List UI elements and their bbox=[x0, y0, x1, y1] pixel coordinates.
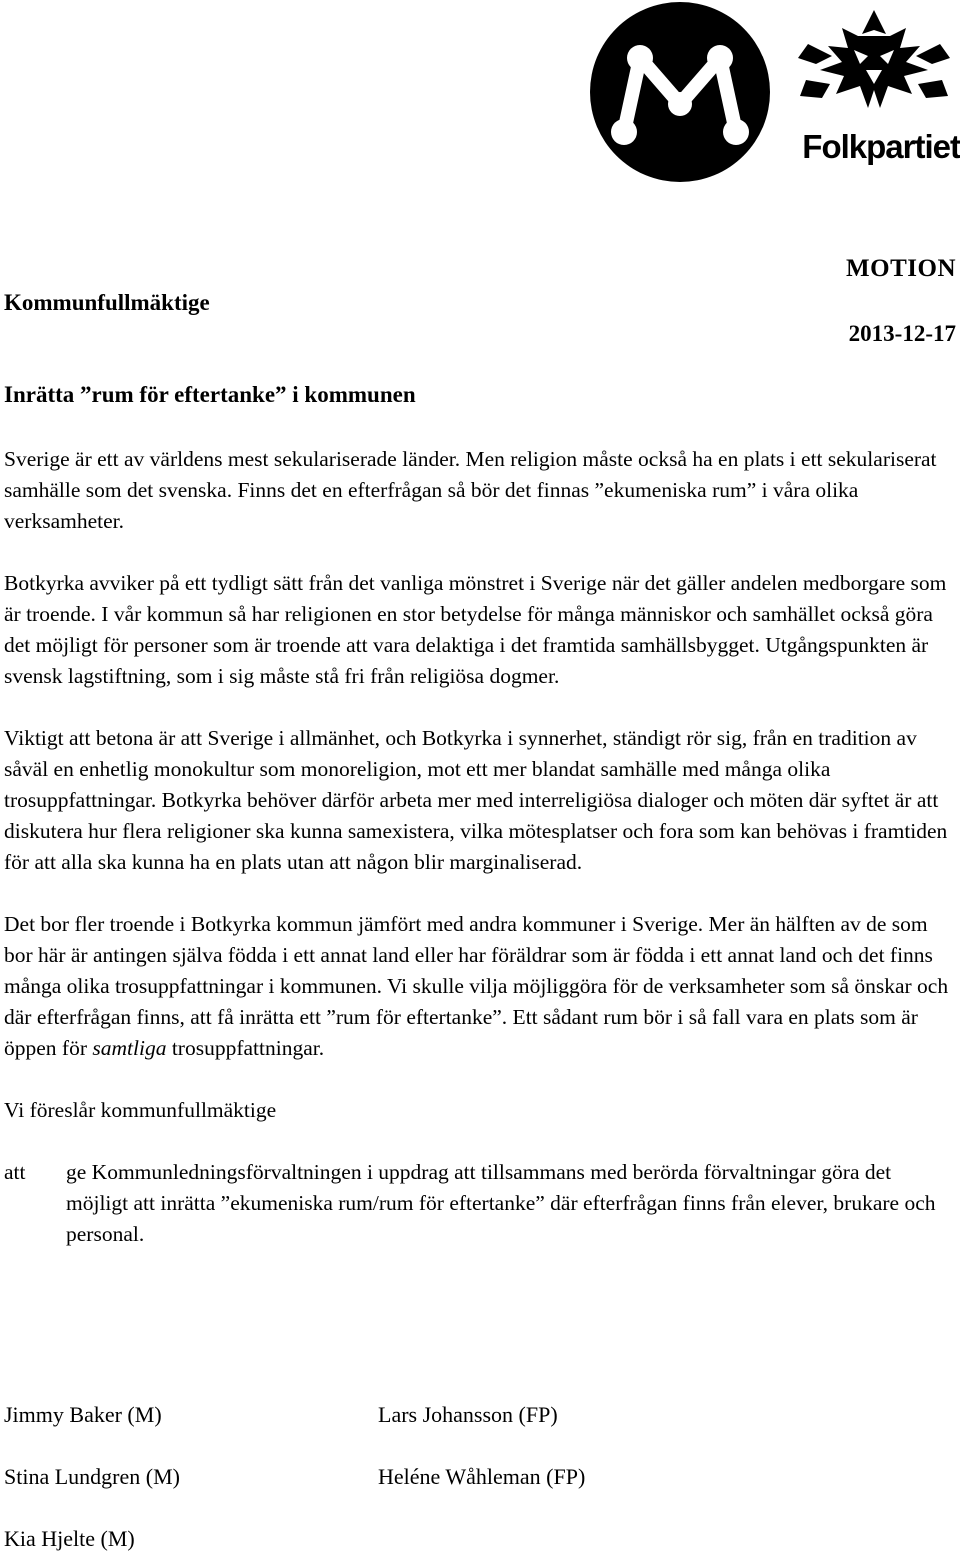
moderaterna-logo bbox=[584, 0, 776, 184]
paragraph-4-emphasis: samtliga bbox=[92, 1036, 167, 1060]
proposal-label: att bbox=[4, 1160, 26, 1184]
signature-name: Heléne Wåhleman (FP) bbox=[378, 1464, 586, 1489]
proposal-intro: Vi föreslår kommunfullmäktige bbox=[4, 1098, 277, 1122]
folkpartiet-logo bbox=[788, 4, 960, 164]
proposal-clause bbox=[4, 1157, 954, 1250]
signature-name: Lars Johansson (FP) bbox=[378, 1402, 558, 1427]
folkpartiet-wordmark: Folkpartiet bbox=[802, 128, 960, 165]
signature-name: Stina Lundgren (M) bbox=[4, 1464, 180, 1489]
paragraph-3: Viktigt att betona är att Sverige i allmänhet, och Botkyrka i synnerhet, ständigt rör sig, från en tradition av såväl en enhetlig monokultur som monoreligion, mot ett mer blandat samhälle med många olika trosuppfattningar. Botkyrka behöver därför arbeta mer med interreligiösa dialoger och möten där syftet är att diskutera hur flera religioner ska kunna samexistera, vilka mötesplatser och fora som kan behövas i framtiden för att alla ska kunna ha en plats utan att någon blir marginaliserad. bbox=[4, 726, 948, 874]
document-type: MOTION bbox=[846, 255, 956, 282]
paragraph-4 bbox=[4, 909, 954, 1064]
proposal-text: ge Kommunledningsförvaltningen i uppdrag att tillsammans med berörda förvaltningar göra det möjligt att inrätta ”ekumeniska rum/rum för eftertanke” där efterfrågan finns från elever, brukare och personal. bbox=[66, 1160, 936, 1246]
signature-name: Kia Hjelte (M) bbox=[4, 1526, 135, 1551]
cornflower-icon bbox=[788, 4, 960, 122]
document-body bbox=[4, 444, 954, 1250]
document-date: 2013-12-17 bbox=[848, 321, 956, 346]
paragraph-4-tail: trosuppfattningar. bbox=[166, 1036, 325, 1060]
signature-name: Jimmy Baker (M) bbox=[4, 1402, 162, 1427]
document-title: Inrätta ”rum för eftertanke” i kommunen bbox=[4, 382, 416, 407]
paragraph-1: Sverige är ett av världens mest sekulariserade länder. Men religion måste också ha en plats i ett sekulariserat samhälle som det svenska. Finns det en efterfrågan så bör det finnas ”ekumeniska rum” i våra olika verksamheter. bbox=[4, 447, 937, 533]
paragraph-2: Botkyrka avviker på ett tydligt sätt från det vanliga mönstret i Sverige när det gäller andelen medborgare som är troende. I vår kommun så har religionen en stor betydelse för många människor och samhället också göra det möjligt för personer som är troende att vara delaktiga i det framtida samhällsbygget. Utgångspunkten är svensk lagstiftning, som i sig måste stå fri från religiösa dogmer. bbox=[4, 571, 947, 688]
paragraph-4-text: Det bor fler troende i Botkyrka kommun jämfört med andra kommuner i Sverige. Mer än hälften av de som bor här är antingen själva födda i ett annat land eller har föräldrar som är födda i ett annat land och det finns många olika trosuppfattningar i kommunen. Vi skulle vilja möjliggöra för de verksamheter som så önskar och där efterfrågan finns, att få inrätta ett ”rum för eftertanke”. Ett sådant rum bör i så fall vara en plats som är öppen för bbox=[4, 912, 949, 1060]
recipient: Kommunfullmäktige bbox=[4, 290, 210, 315]
